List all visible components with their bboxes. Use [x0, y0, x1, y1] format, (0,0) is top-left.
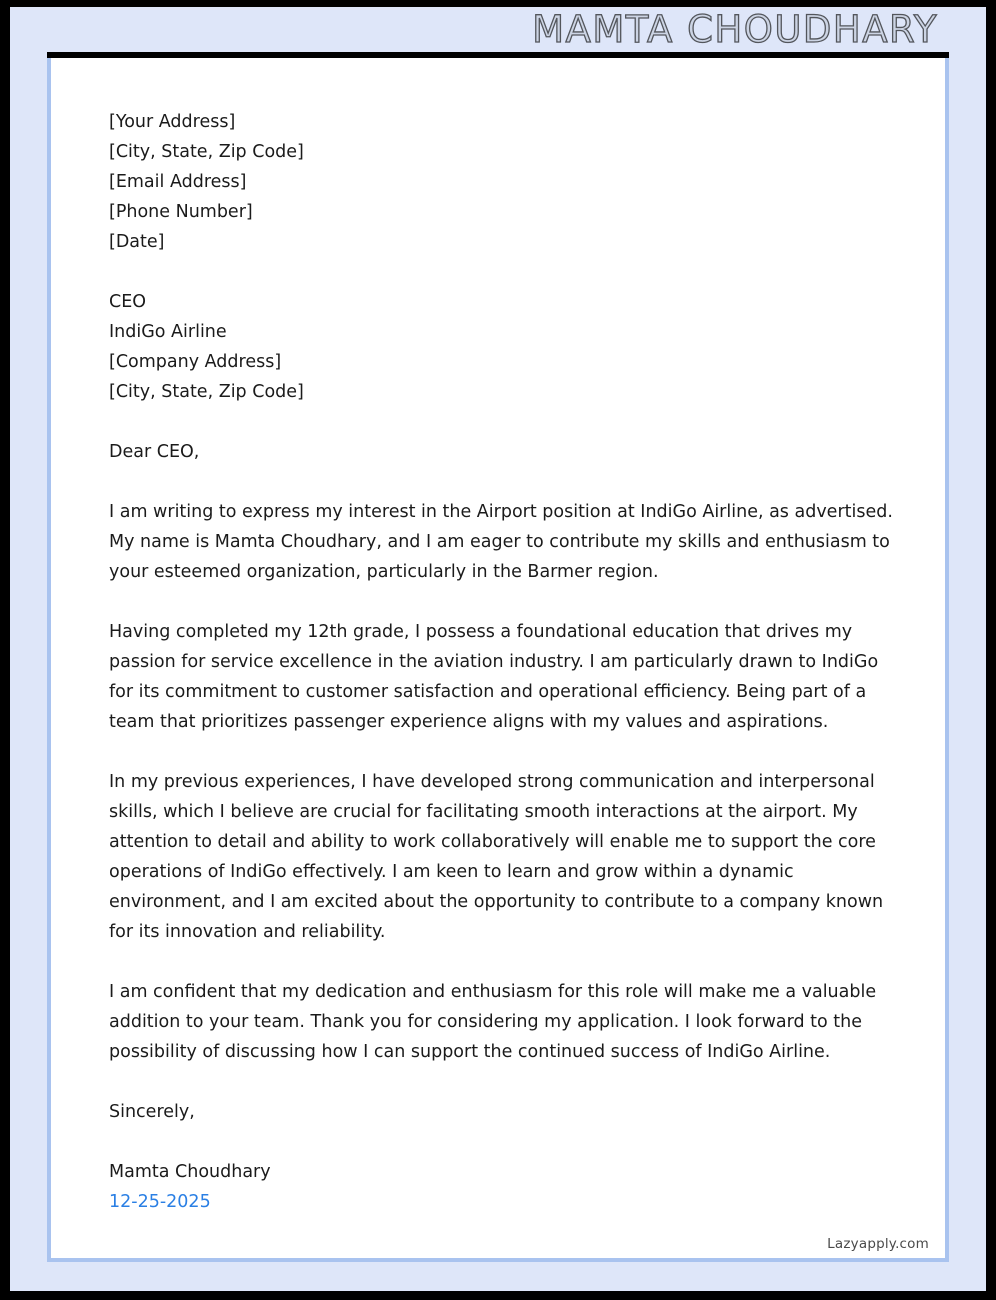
recipient-address-line: IndiGo Airline [109, 322, 227, 342]
spacer [109, 467, 899, 497]
sender-address-line: [Date] [109, 232, 165, 252]
body-paragraph: I am writing to express my interest in the Airport position at IndiGo Airline, as advertised. My name is Mamta Choudhary, and I am eager to contribute my skills and enthusiasm to your esteemed organization, particularly in the Barmer region. [109, 502, 893, 582]
recipient-address-line: [Company Address] [109, 352, 282, 372]
salutation: Dear CEO, [109, 442, 200, 462]
spacer [109, 587, 899, 617]
spacer [109, 947, 899, 977]
body-paragraph: Having completed my 12th grade, I possess a foundational education that drives my passion for service excellence in the aviation industry. I am particularly drawn to IndiGo for its commitment to customer satisfaction and operational efficiency. Being part of a team that prioritizes passenger experience aligns with my values and aspirations. [109, 622, 879, 732]
spacer [109, 257, 899, 287]
sender-address-line: [Your Address] [109, 112, 236, 132]
letter-body [109, 107, 899, 1217]
recipient-address-line: CEO [109, 292, 147, 312]
spacer [109, 1127, 899, 1157]
sender-address-line: [Phone Number] [109, 202, 253, 222]
sender-address-block [109, 107, 899, 257]
letter-card [47, 58, 949, 1262]
recipient-address-line: [City, State, Zip Code] [109, 382, 304, 402]
page-title: MAMTA CHOUDHARY [532, 8, 938, 51]
closing-salutation: Sincerely, [109, 1102, 195, 1122]
spacer [109, 1067, 899, 1097]
body-paragraph: In my previous experiences, I have developed strong communication and interpersonal skills, which I believe are crucial for facilitating smooth interactions at the airport. My attention to detail and ability to work collaboratively will enable me to support the core operations of IndiGo effectively. I am keen to learn and grow within a dynamic environment, and I am excited about the opportunity to contribute to a company known for its innovation and reliability. [109, 772, 884, 942]
sender-address-line: [Email Address] [109, 172, 247, 192]
spacer [109, 407, 899, 437]
signature-date: 12-25-2025 [109, 1192, 211, 1212]
body-paragraph: I am confident that my dedication and enthusiasm for this role will make me a valuable addition to your team. Thank you for considering my application. I look forward to the possibility of discussing how I can support the continued success of IndiGo Airline. [109, 982, 877, 1062]
footer-watermark: Lazyapply.com [827, 1236, 929, 1252]
recipient-address-block [109, 287, 899, 407]
document-page [10, 7, 986, 1291]
sender-address-line: [City, State, Zip Code] [109, 142, 304, 162]
spacer [109, 737, 899, 767]
signature-name: Mamta Choudhary [109, 1162, 271, 1182]
document-header-band [10, 7, 986, 52]
